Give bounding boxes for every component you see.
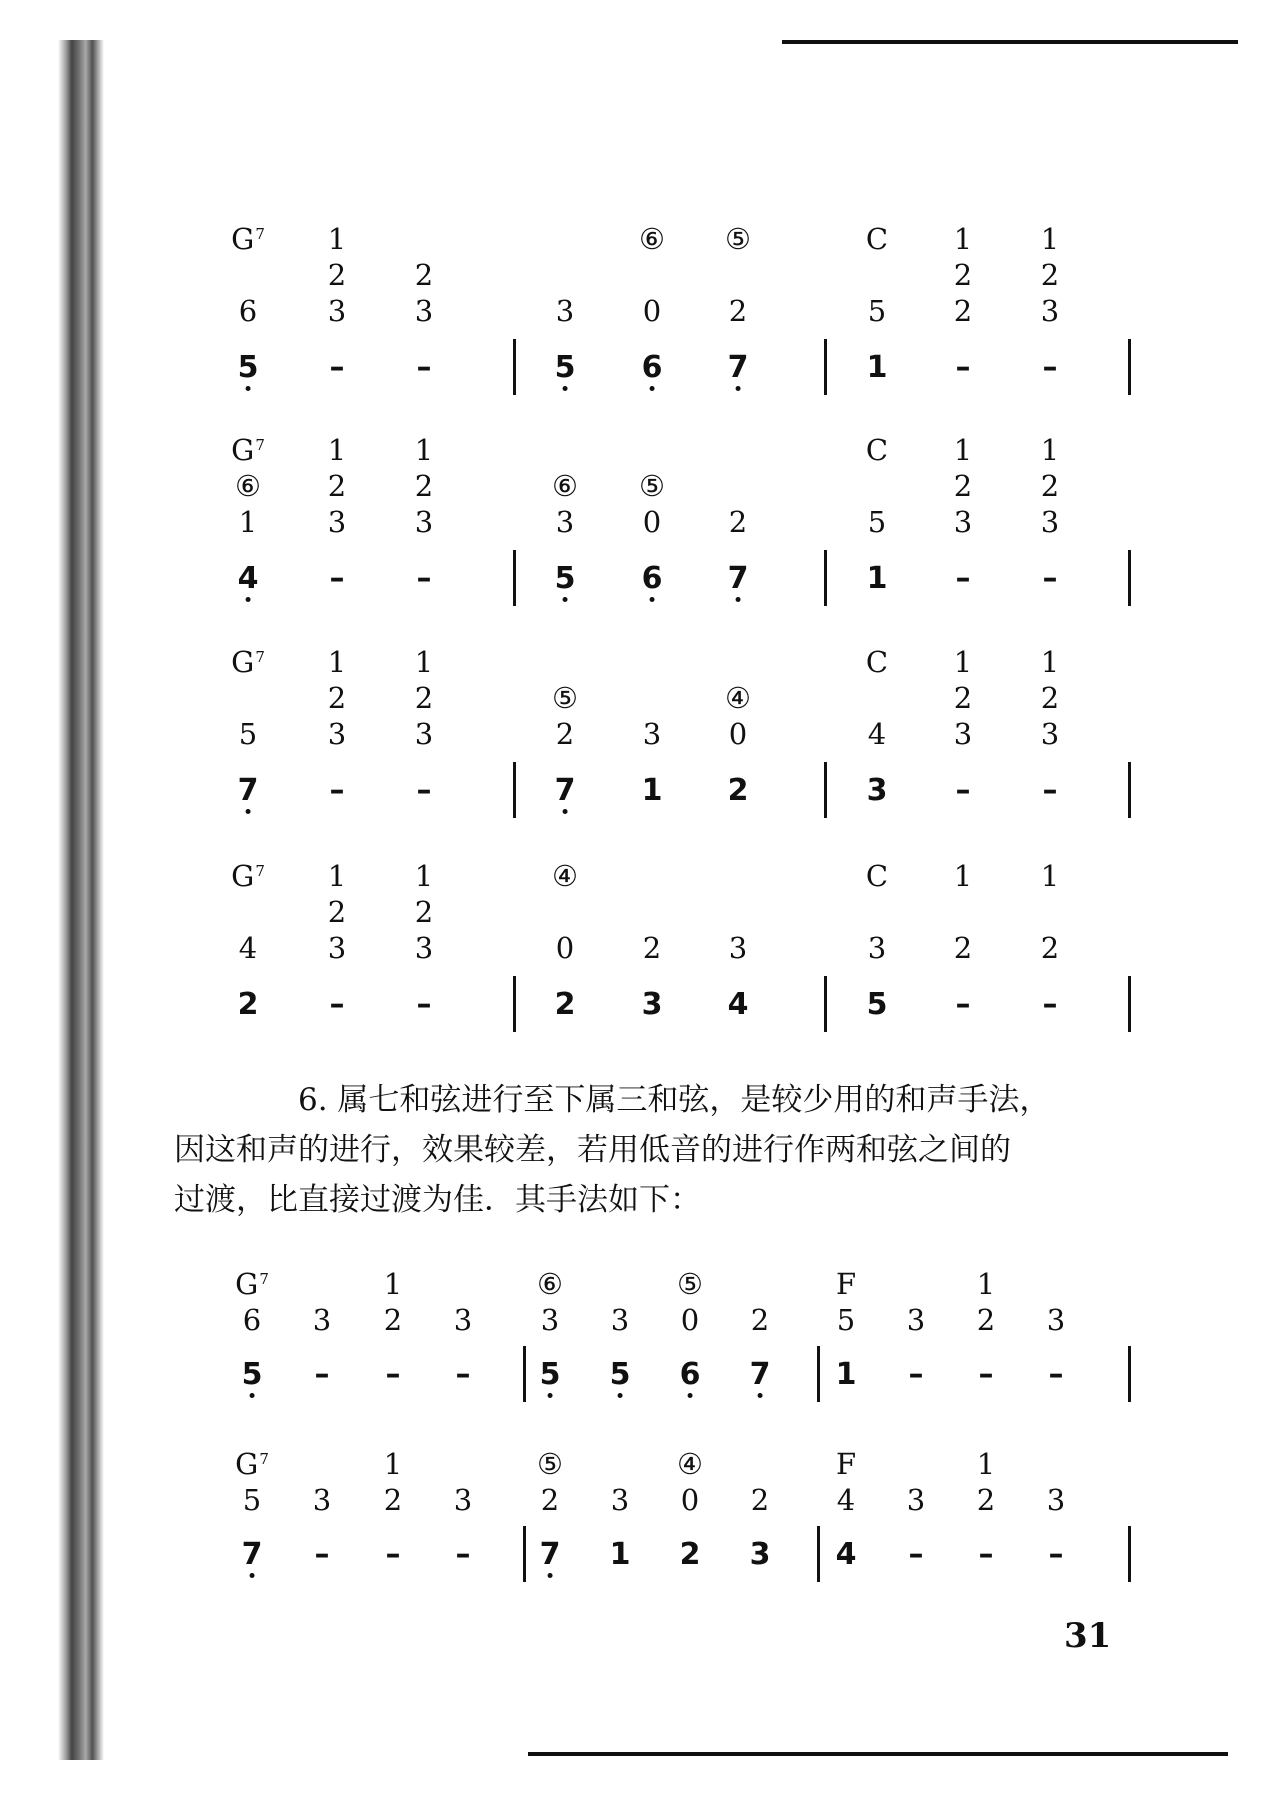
bass-note: – — [416, 773, 432, 808]
voice-note: 2 — [555, 717, 575, 751]
voice-note: 2 — [953, 258, 973, 292]
bar-line — [824, 762, 827, 818]
bottom-rule — [528, 1752, 1228, 1756]
voice-note: ④ — [552, 859, 578, 893]
low-octave-dot — [650, 597, 655, 602]
voice-note: 5 — [238, 717, 258, 751]
chord-quality: 7 — [259, 1270, 269, 1288]
chord-quality: 7 — [255, 862, 265, 880]
voice-note: 3 — [327, 505, 347, 539]
bar-line — [817, 1526, 820, 1582]
voice-note: 2 — [1040, 469, 1060, 503]
voice-note: 1 — [414, 433, 434, 467]
voice-note: 1 — [953, 859, 973, 893]
bass-note: 5 — [238, 353, 259, 383]
low-octave-dot — [736, 386, 741, 391]
low-octave-dot — [758, 1393, 763, 1398]
voice-note: 2 — [953, 294, 973, 328]
bass-note: 3 — [866, 773, 888, 808]
bass-note: 1 — [609, 1537, 631, 1572]
voice-note: 2 — [953, 681, 973, 715]
body-paragraph — [174, 1075, 1141, 1225]
voice-note: 4 — [867, 717, 887, 751]
bass-note: – — [955, 987, 971, 1022]
voice-note: 2 — [1040, 931, 1060, 965]
bass-note: – — [978, 1357, 994, 1392]
bass-note: 7 — [728, 353, 749, 383]
voice-note: 3 — [414, 294, 434, 328]
voice-note: 0 — [728, 717, 748, 751]
voice-note: 3 — [610, 1483, 630, 1517]
paragraph-line: 因这和声的进行，效果较差，若用低音的进行作两和弦之间的 — [174, 1132, 1011, 1168]
bass-note: 5 — [555, 353, 576, 383]
chord-root: G — [231, 859, 255, 893]
voice-note: 1 — [327, 433, 347, 467]
voice-note: 2 — [540, 1483, 560, 1517]
bass-note: 5 — [610, 1360, 631, 1390]
bass-note: – — [329, 561, 345, 596]
voice-note: 2 — [327, 258, 347, 292]
low-octave-dot — [250, 1393, 255, 1398]
voice-note: 0 — [680, 1483, 700, 1517]
voice-note: 1 — [1040, 433, 1060, 467]
bass-note: – — [416, 987, 432, 1022]
bass-note: 7 — [555, 776, 576, 806]
bass-note: – — [329, 773, 345, 808]
bass-note: 4 — [835, 1537, 857, 1572]
low-octave-dot — [736, 597, 741, 602]
voice-note: ⑥ — [639, 222, 665, 256]
bar-line — [513, 762, 516, 818]
chord-root: G — [235, 1447, 259, 1481]
voice-note: 5 — [836, 1303, 856, 1337]
voice-note: 3 — [728, 931, 748, 965]
bar-line — [1128, 1346, 1131, 1402]
voice-note: 3 — [414, 505, 434, 539]
voice-note: 3 — [453, 1303, 473, 1337]
voice-note: C — [865, 222, 889, 256]
bass-note: – — [955, 773, 971, 808]
bass-note: 6 — [680, 1360, 701, 1390]
voice-note: 4 — [238, 931, 258, 965]
voice-note: ④ — [725, 681, 751, 715]
voice-note: 5 — [867, 294, 887, 328]
bar-line — [1128, 1526, 1131, 1582]
chord-root: G — [231, 645, 255, 679]
bass-note: 1 — [641, 773, 663, 808]
voice-note: 1 — [953, 645, 973, 679]
book-spine-shadow — [58, 40, 104, 1760]
voice-note: C — [865, 645, 889, 679]
voice-note: F — [835, 1447, 857, 1481]
chord-quality: 7 — [255, 648, 265, 666]
voice-note: ⑥ — [537, 1267, 563, 1301]
voice-note: 3 — [555, 294, 575, 328]
voice-note: 2 — [1040, 681, 1060, 715]
voice-note: 2 — [953, 469, 973, 503]
voice-note: 1 — [414, 645, 434, 679]
voice-note: 3 — [327, 294, 347, 328]
bass-note: – — [955, 561, 971, 596]
voice-note: 3 — [906, 1483, 926, 1517]
bar-line — [824, 976, 827, 1032]
voice-note: 2 — [642, 931, 662, 965]
bass-note: 7 — [238, 776, 259, 806]
bar-line — [1128, 550, 1131, 606]
bass-note: – — [1042, 561, 1058, 596]
chord-root: G — [231, 433, 255, 467]
voice-note: 1 — [1040, 859, 1060, 893]
bass-note: 5 — [540, 1360, 561, 1390]
bass-note: – — [314, 1357, 330, 1392]
low-octave-dot — [246, 809, 251, 814]
voice-note: 5 — [867, 505, 887, 539]
voice-note: 3 — [312, 1303, 332, 1337]
voice-note: 3 — [953, 717, 973, 751]
low-octave-dot — [246, 386, 251, 391]
bass-note: – — [1048, 1357, 1064, 1392]
voice-note: 2 — [414, 258, 434, 292]
chord-quality: 7 — [255, 436, 265, 454]
voice-note: 1 — [414, 859, 434, 893]
bass-note: – — [955, 350, 971, 385]
bass-note: 7 — [728, 564, 749, 594]
voice-note: 2 — [976, 1483, 996, 1517]
bass-note: 3 — [749, 1537, 771, 1572]
voice-note: 3 — [906, 1303, 926, 1337]
top-rule — [782, 40, 1238, 44]
voice-note: 2 — [383, 1303, 403, 1337]
bass-note: 1 — [866, 561, 888, 596]
bar-line — [523, 1346, 526, 1402]
bar-line — [523, 1526, 526, 1582]
voice-note: 1 — [976, 1267, 996, 1301]
low-octave-dot — [563, 597, 568, 602]
bass-note: 7 — [242, 1540, 263, 1570]
voice-note: 2 — [728, 294, 748, 328]
chord-root: G — [231, 222, 255, 256]
chord-symbol — [235, 1447, 269, 1481]
low-octave-dot — [250, 1573, 255, 1578]
chord-root: G — [235, 1267, 259, 1301]
bar-line — [1128, 976, 1131, 1032]
bass-note: – — [1048, 1537, 1064, 1572]
bass-note: – — [416, 561, 432, 596]
voice-note: ⑤ — [677, 1267, 703, 1301]
voice-note: ④ — [677, 1447, 703, 1481]
voice-note: 1 — [327, 222, 347, 256]
bass-note: – — [1042, 987, 1058, 1022]
voice-note: 0 — [642, 294, 662, 328]
bass-note: 5 — [555, 564, 576, 594]
voice-note: 2 — [383, 1483, 403, 1517]
voice-note: 1 — [383, 1447, 403, 1481]
voice-note: 1 — [327, 645, 347, 679]
voice-note: 0 — [555, 931, 575, 965]
low-octave-dot — [688, 1393, 693, 1398]
bass-note: 2 — [237, 987, 259, 1022]
voice-note: 3 — [610, 1303, 630, 1337]
bass-note: – — [385, 1537, 401, 1572]
voice-note: ⑥ — [552, 469, 578, 503]
voice-note: 5 — [242, 1483, 262, 1517]
bass-note: 1 — [866, 350, 888, 385]
bass-note: 4 — [727, 987, 749, 1022]
voice-note: 1 — [383, 1267, 403, 1301]
bass-note: – — [416, 350, 432, 385]
voice-note: 6 — [238, 294, 258, 328]
bass-note: – — [908, 1357, 924, 1392]
bass-note: – — [1042, 350, 1058, 385]
chord-quality: 7 — [255, 225, 265, 243]
voice-note: ⑤ — [537, 1447, 563, 1481]
bass-note: 4 — [238, 564, 259, 594]
voice-note: F — [835, 1267, 857, 1301]
voice-note: 2 — [1040, 258, 1060, 292]
low-octave-dot — [563, 386, 568, 391]
page-number: 31 — [1064, 1616, 1112, 1656]
voice-note: 1 — [953, 222, 973, 256]
voice-note: 2 — [414, 895, 434, 929]
bass-note: 2 — [679, 1537, 701, 1572]
bar-line — [1128, 762, 1131, 818]
voice-note: 4 — [836, 1483, 856, 1517]
voice-note: 3 — [1040, 505, 1060, 539]
voice-note: ⑤ — [639, 469, 665, 503]
voice-note: 3 — [867, 931, 887, 965]
bass-note: – — [385, 1357, 401, 1392]
bass-note: 3 — [641, 987, 663, 1022]
voice-note: 2 — [750, 1483, 770, 1517]
voice-note: ⑥ — [235, 469, 261, 503]
voice-note: 0 — [642, 505, 662, 539]
voice-note: C — [865, 859, 889, 893]
low-octave-dot — [650, 386, 655, 391]
voice-note: C — [865, 433, 889, 467]
voice-note: 3 — [1040, 294, 1060, 328]
low-octave-dot — [563, 809, 568, 814]
voice-note: 1 — [953, 433, 973, 467]
voice-note: 3 — [414, 717, 434, 751]
voice-note: 3 — [540, 1303, 560, 1337]
bass-note: – — [329, 987, 345, 1022]
voice-note: 6 — [242, 1303, 262, 1337]
bass-note: – — [455, 1537, 471, 1572]
bar-line — [513, 550, 516, 606]
voice-note: 3 — [312, 1483, 332, 1517]
bass-note: 7 — [540, 1540, 561, 1570]
paragraph-line: 过渡，比直接过渡为佳．其手法如下： — [174, 1182, 701, 1218]
voice-note: 2 — [327, 469, 347, 503]
bar-line — [824, 550, 827, 606]
voice-note: 1 — [1040, 645, 1060, 679]
chord-symbol — [231, 433, 265, 467]
low-octave-dot — [618, 1393, 623, 1398]
bass-note: 6 — [642, 564, 663, 594]
voice-note: 3 — [327, 931, 347, 965]
chord-symbol — [231, 859, 265, 893]
bass-note: 2 — [727, 773, 749, 808]
bar-line — [513, 976, 516, 1032]
bass-note: – — [908, 1537, 924, 1572]
voice-note: 3 — [953, 505, 973, 539]
voice-note: 1 — [327, 859, 347, 893]
bar-line — [1128, 339, 1131, 395]
paragraph-line: 6. 属七和弦进行至下属三和弦，是较少用的和声手法， — [298, 1082, 1051, 1118]
voice-note: 3 — [1046, 1483, 1066, 1517]
voice-note: 3 — [642, 717, 662, 751]
bass-note: 2 — [554, 987, 576, 1022]
voice-note: 2 — [976, 1303, 996, 1337]
bass-note: 5 — [242, 1360, 263, 1390]
voice-note: 1 — [976, 1447, 996, 1481]
chord-symbol — [231, 645, 265, 679]
chord-symbol — [235, 1267, 269, 1301]
bass-note: – — [314, 1537, 330, 1572]
voice-note: 3 — [555, 505, 575, 539]
voice-note: 2 — [327, 681, 347, 715]
bar-line — [817, 1346, 820, 1402]
bass-note: – — [1042, 773, 1058, 808]
voice-note: 3 — [453, 1483, 473, 1517]
voice-note: ⑤ — [725, 222, 751, 256]
bass-note: – — [455, 1357, 471, 1392]
bass-note: 1 — [835, 1357, 857, 1392]
bar-line — [824, 339, 827, 395]
bass-note: 6 — [642, 353, 663, 383]
low-octave-dot — [246, 597, 251, 602]
bass-note: 5 — [866, 987, 888, 1022]
voice-note: 1 — [1040, 222, 1060, 256]
voice-note: 3 — [327, 717, 347, 751]
voice-note: ⑤ — [552, 681, 578, 715]
bar-line — [513, 339, 516, 395]
voice-note: 1 — [238, 505, 258, 539]
chord-quality: 7 — [259, 1450, 269, 1468]
voice-note: 2 — [327, 895, 347, 929]
voice-note: 2 — [728, 505, 748, 539]
voice-note: 3 — [1040, 717, 1060, 751]
voice-note: 3 — [414, 931, 434, 965]
bass-note: – — [978, 1537, 994, 1572]
voice-note: 3 — [1046, 1303, 1066, 1337]
low-octave-dot — [548, 1573, 553, 1578]
voice-note: 2 — [414, 469, 434, 503]
voice-note: 0 — [680, 1303, 700, 1337]
chord-symbol — [231, 222, 265, 256]
voice-note: 2 — [414, 681, 434, 715]
voice-note: 2 — [750, 1303, 770, 1337]
bass-note: – — [329, 350, 345, 385]
voice-note: 2 — [953, 931, 973, 965]
low-octave-dot — [548, 1393, 553, 1398]
bass-note: 7 — [750, 1360, 771, 1390]
